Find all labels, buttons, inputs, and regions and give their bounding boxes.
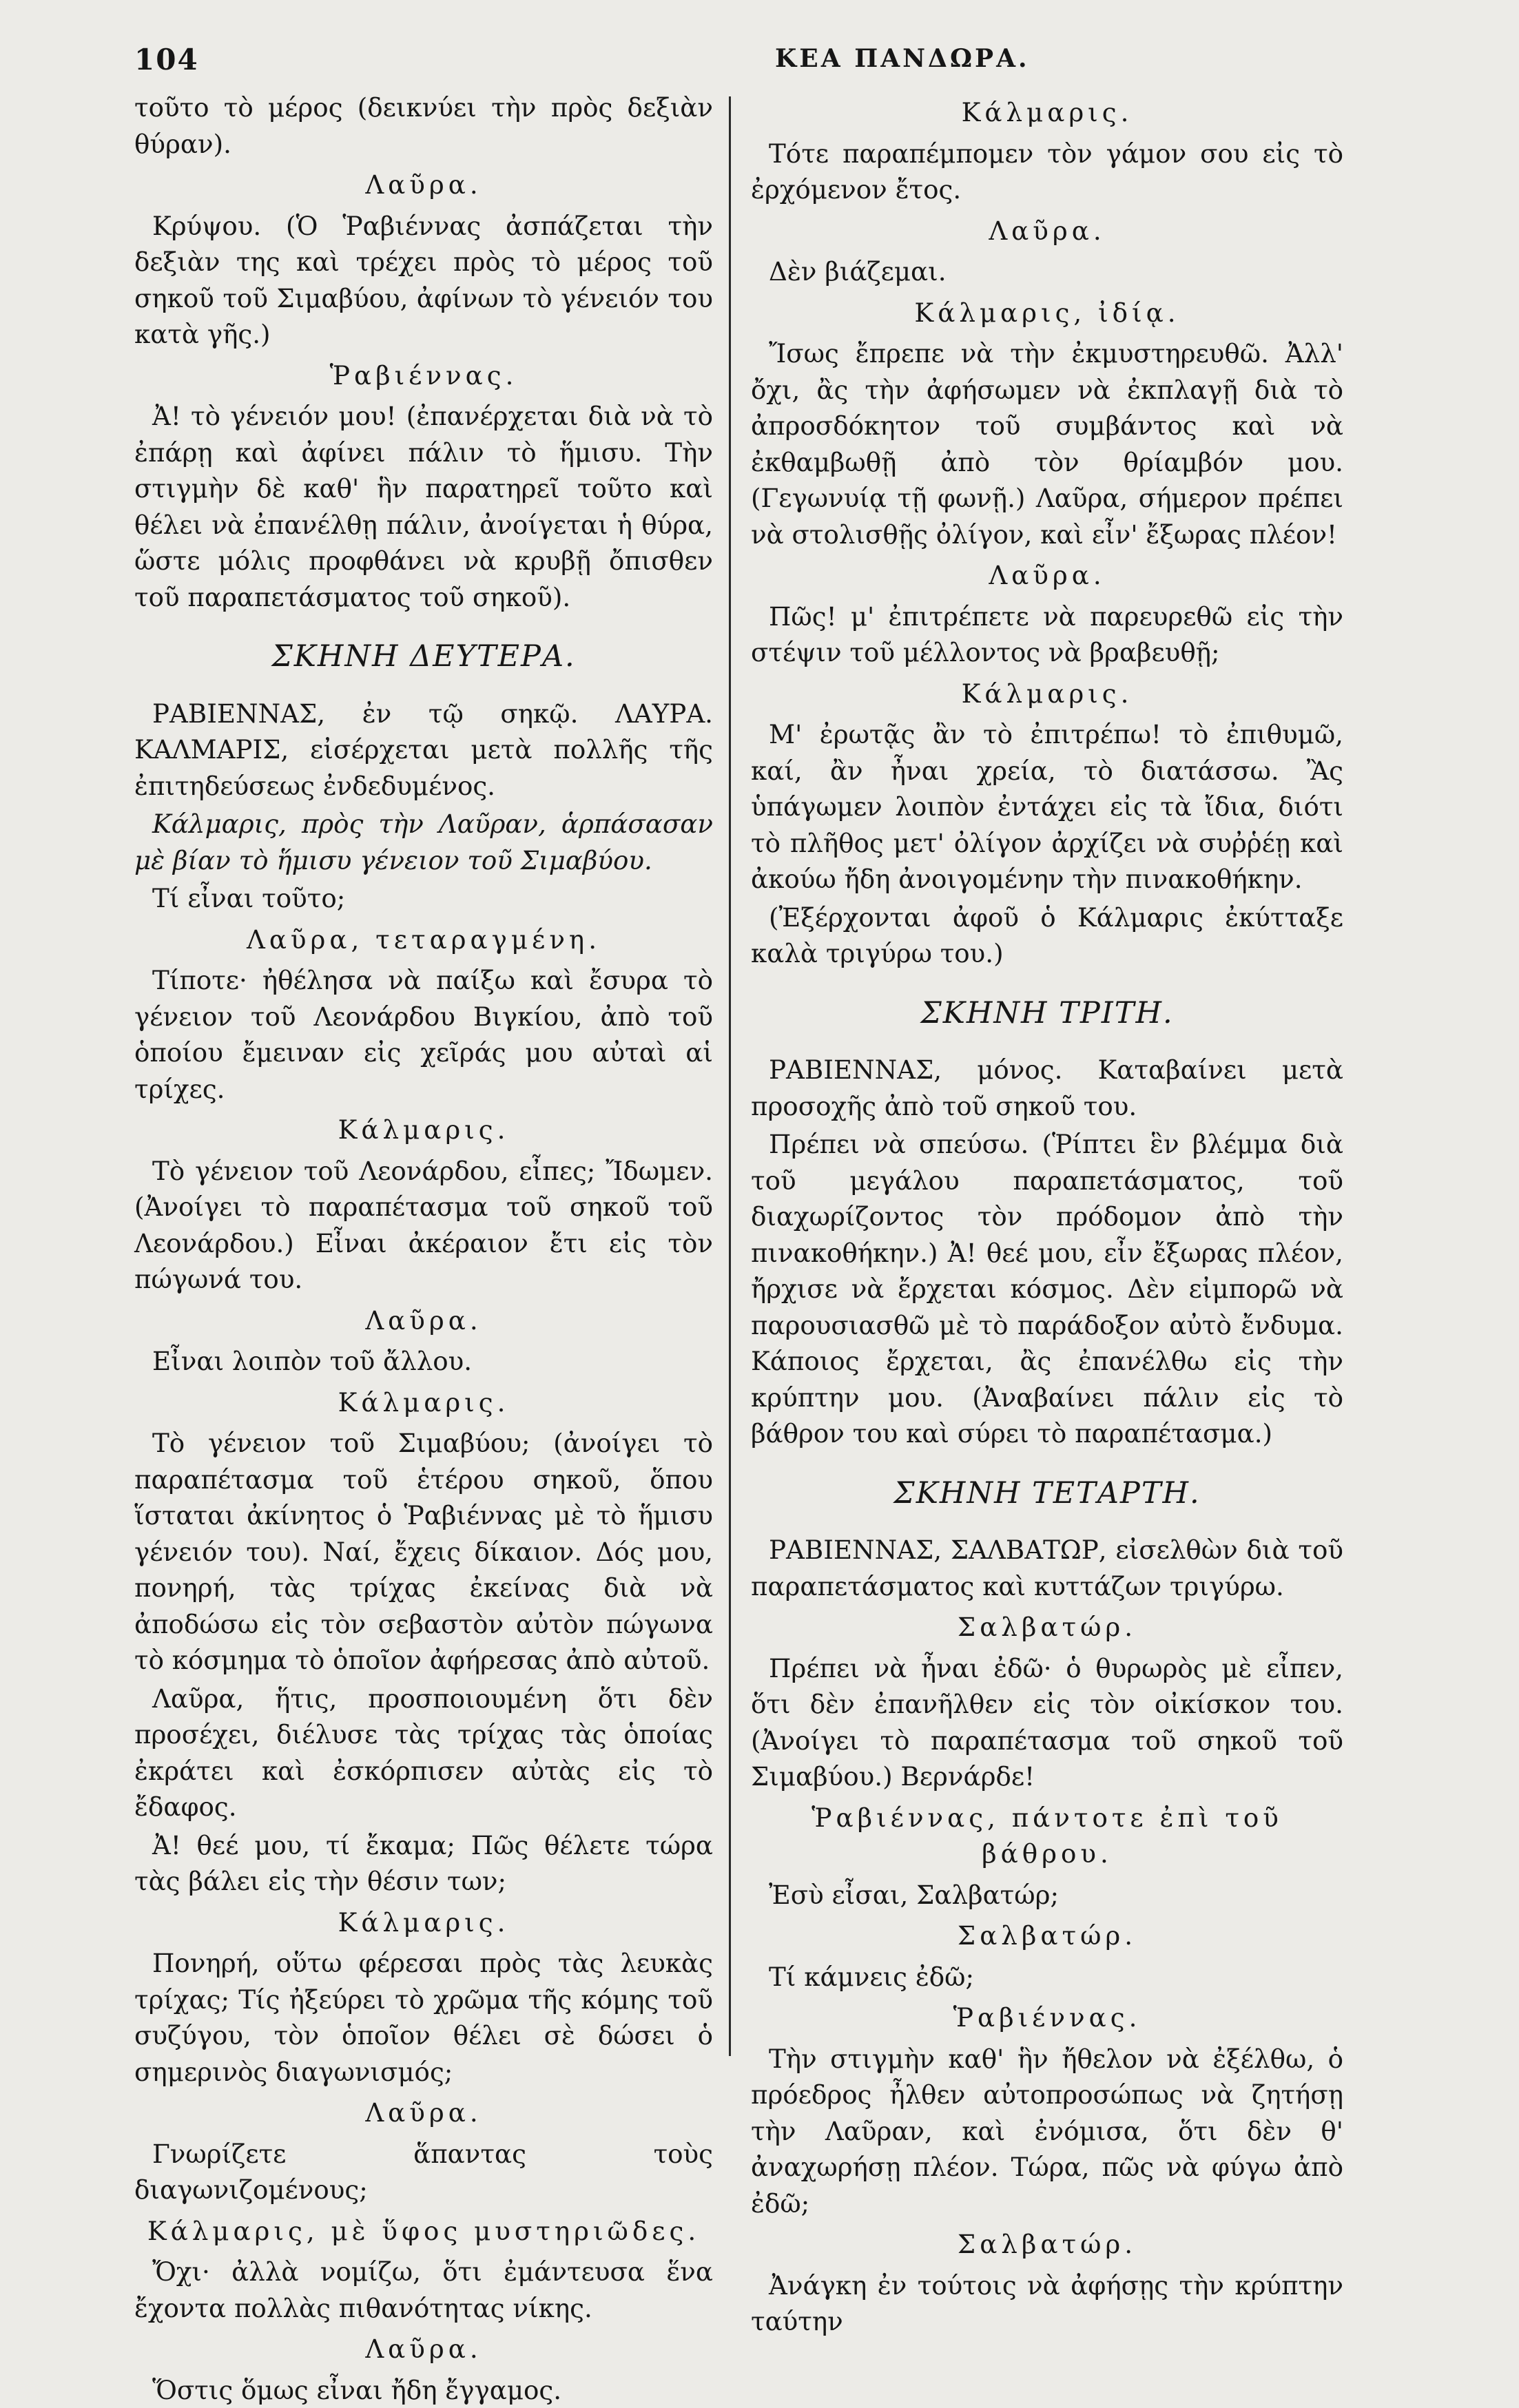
speaker-label: Κάλμαρις. xyxy=(134,1904,713,1941)
scene-heading: ΣΚΗΝΗ ΔΕΥΤΕΡΑ. xyxy=(134,639,713,675)
page-header xyxy=(134,43,1340,84)
speaker-label: Ῥαβιέννας, πάντοτε ἐπὶ τοῦ βάθρου. xyxy=(751,1800,1343,1872)
speaker-label: Κάλμαρις. xyxy=(134,1384,713,1421)
dialogue-paragraph: Ἀ! τὸ γένειόν μου! (ἐπανέρχεται διὰ νὰ τὸ ἐπάρῃ καὶ ἀφίνει πάλιν τὸ ἥμισυ. Τὴν στιγμὴν δὲ καθ' ἣν παρατηρεῖ τοῦτο καὶ θέλει νὰ ἐπανέλθῃ πάλιν, ἀνοίγεται ἡ θύρα, ὥστε μόλις προφθάνει νὰ κρυβῇ ὄπισθεν τοῦ παραπετάσματος τοῦ σηκοῦ). xyxy=(134,398,713,615)
speaker-label: Ῥαβιέννας. xyxy=(134,357,713,394)
speaker-label: Λαῦρα. xyxy=(134,2095,713,2131)
right-column xyxy=(751,90,1343,2059)
stage-direction: Κάλμαρις, πρὸς τὴν Λαῦραν, ἁρπάσασαν μὲ βίαν τὸ ἥμισυ γένειον τοῦ Σιμαβύου. xyxy=(134,806,713,878)
dialogue-paragraph: Ἴσως ἔπρεπε νὰ τὴν ἐκμυστηρευθῶ. Ἀλλ' ὄχι, ἂς τὴν ἀφήσωμεν νὰ ἐκπλαγῇ διὰ τὸ ἀπροσδόκητον τοῦ συμβάντος καὶ νὰ ἐκθαμβωθῇ ἀπὸ τὸν θρίαμβόν μου. (Γεγωνυίᾳ τῇ φωνῇ.) Λαῦρα, σήμερον πρέπει νὰ στολισθῇς ὀλίγον, καὶ εἶν' ἔξωρας πλέον! xyxy=(751,335,1343,552)
dialogue-paragraph: Πρέπει νὰ ἦναι ἐδῶ· ὁ θυρωρὸς μὲ εἶπεν, ὅτι δὲν ἐπανῆλθεν εἰς τὸν οἰκίσκον του. (Ἀνοίγει τὸ παραπέτασμα τοῦ σηκοῦ τοῦ Σιμαβύου.) Βερνάρδε! xyxy=(751,1650,1343,1795)
dialogue-paragraph: Τί εἶναι τοῦτο; xyxy=(134,880,713,917)
dialogue-paragraph: Πρέπει νὰ σπεύσω. (Ῥίπτει ἓν βλέμμα διὰ τοῦ μεγάλου παραπετάσματος, τοῦ διαχωρίζοντος τὸν πρόδομον ἀπὸ τὴν πινακοθήκην.) Ἀ! θεέ μου, εἶν ἔξωρας πλέον, ἤρχισε νὰ ἔρχεται κόσμος. Δὲν εἰμπορῶ νὰ παρουσιασθῶ μὲ τὸ παράδοξον αὐτὸ ἔνδυμα. Κάποιος ἔρχεται, ἂς ἐπανέλθω εἰς τὴν κρύπτην μου. (Ἀναβαίνει πάλιν εἰς τὸ βάθρον του καὶ σύρει τὸ παραπέτασμα.) xyxy=(751,1126,1343,1452)
stage-direction: Λαῦρα, ἥτις, προσποιουμένη ὅτι δὲν προσέχει, διέλυσε τὰς τρίχας τὰς ὁποίας ἐκράτει καὶ ἐσκόρπισεν αὐτὰς εἰς τὸ ἔδαφος. xyxy=(134,1681,713,1825)
speaker-label: Λαῦρα. xyxy=(134,2331,713,2367)
scene-heading: ΣΚΗΝΗ ΤΡΙΤΗ. xyxy=(751,995,1343,1032)
speaker-label: Σαλβατώρ. xyxy=(751,2226,1343,2263)
speaker-label: Κάλμαρις. xyxy=(751,94,1343,131)
text-line: τοῦτο τὸ μέρος (δεικνύει τὴν πρὸς δεξιὰν θύραν). xyxy=(134,90,713,162)
page-number: 104 xyxy=(134,43,199,76)
dialogue-paragraph: Δὲν βιάζεμαι. xyxy=(751,253,1343,290)
speaker-label: Λαῦρα. xyxy=(134,1302,713,1339)
dialogue-paragraph: Ἀνάγκη ἐν τούτοις νὰ ἀφήσῃς τὴν κρύπτην ταύτην xyxy=(751,2267,1343,2340)
speaker-label: Λαῦρα. xyxy=(751,213,1343,249)
dialogue-paragraph: Τὸ γένειον τοῦ Σιμαβύου; (ἀνοίγει τὸ παραπέτασμα τοῦ ἑτέρου σηκοῦ, ὅπου ἵσταται ἀκίνητος ὁ Ῥαβιέννας μὲ τὸ ἥμισυ γένειόν του). Ναί, ἔχεις δίκαιον. Δός μου, πονηρή, τὰς τρίχας ἐκείνας διὰ νὰ ἀποδώσω εἰς τὸν σεβαστὸν αὐτὸν πώγωνα τὸ κόσμημα τὸ ὁποῖον ἀφήρεσας ἀπὸ αὐτοῦ. xyxy=(134,1425,713,1679)
dialogue-paragraph: Τὴν στιγμὴν καθ' ἣν ἤθελον νὰ ἐξέλθω, ὁ πρόεδρος ἦλθεν αὐτοπροσώπως νὰ ζητήσῃ τὴν Λαῦραν, καὶ ἐνόμισα, ὅτι δὲν θ' ἀναχωρήσῃ πλέον. Τώρα, πῶς νὰ φύγω ἀπὸ ἐδῶ; xyxy=(751,2041,1343,2222)
stage-direction: ΡΑΒΙΕΝΝΑΣ, μόνος. Καταβαίνει μετὰ προσοχῆς ἀπὸ τοῦ σηκοῦ του. xyxy=(751,1052,1343,1124)
speaker-label: Κάλμαρις, ἰδίᾳ. xyxy=(751,295,1343,331)
column-divider xyxy=(729,96,731,2056)
dialogue-paragraph: Ὅστις ὅμως εἶναι ἤδη ἔγγαμος. xyxy=(134,2372,713,2408)
left-column xyxy=(134,90,713,2059)
dialogue-paragraph: Τότε παραπέμπομεν τὸν γάμον σου εἰς τὸ ἐρχόμενον ἔτος. xyxy=(751,136,1343,208)
speaker-label: Ῥαβιέννας. xyxy=(751,2000,1343,2036)
dialogue-paragraph: Μ' ἐρωτᾷς ἂν τὸ ἐπιτρέπω! τὸ ἐπιθυμῶ, καί, ἂν ἦναι χρεία, τὸ διατάσσω. Ἂς ὑπάγωμεν λοιπὸν ἐντάχει εἰς τὰ ἴδια, διότι τὸ πλῆθος μετ' ὀλίγον ἀρχίζει νὰ συῤῥέῃ καὶ ἀκούω ἤδη ἀνοιγομένην τὴν πινακοθήκην. xyxy=(751,716,1343,897)
speaker-label: Κάλμαρις, μὲ ὕφος μυστηριῶδες. xyxy=(134,2213,713,2250)
speaker-label: Λαῦρα. xyxy=(751,557,1343,594)
scene-heading: ΣΚΗΝΗ ΤΕΤΑΡΤΗ. xyxy=(751,1475,1343,1512)
dialogue-paragraph: Πονηρή, οὕτω φέρεσαι πρὸς τὰς λευκὰς τρίχας; Τίς ἠξεύρει τὸ χρῶμα τῆς κόμης τοῦ συζύγου, τὸν ὁποῖον θέλει σὲ δώσει ὁ σημερινὸς διαγωνισμός; xyxy=(134,1945,713,2090)
dialogue-paragraph: Ὄχι· ἀλλὰ νομίζω, ὅτι ἐμάντευσα ἕνα ἔχοντα πολλὰς πιθανότητας νίκης. xyxy=(134,2254,713,2326)
speaker-label: Κάλμαρις. xyxy=(751,676,1343,712)
stage-direction: (Ἐξέρχονται ἀφοῦ ὁ Κάλμαρις ἐκύτταξε καλὰ τριγύρω του.) xyxy=(751,900,1343,972)
dialogue-paragraph: Κρύψου. (Ὁ Ῥαβιέννας ἀσπάζεται τὴν δεξιὰν της καὶ τρέχει πρὸς τὸ μέρος τοῦ σηκοῦ τοῦ Σιμαβύου, ἀφίνων τὸ γένειόν του κατὰ γῆς.) xyxy=(134,208,713,353)
speaker-label: Κάλμαρις. xyxy=(134,1112,713,1148)
stage-direction: ΡΑΒΙΕΝΝΑΣ, ἐν τῷ σηκῷ. ΛΑΥΡΑ. ΚΑΛΜΑΡΙΣ, εἰσέρχεται μετὰ πολλῆς τῆς ἐπιτηδεύσεως ἐνδεδυμένος. xyxy=(134,696,713,805)
dialogue-paragraph: Τὸ γένειον τοῦ Λεονάρδου, εἶπες; Ἴδωμεν. (Ἀνοίγει τὸ παραπέτασμα τοῦ σηκοῦ τοῦ Λεονάρδου.) Εἶναι ἀκέραιον ἔτι εἰς τὸν πώγωνά του. xyxy=(134,1153,713,1298)
dialogue-paragraph: Ἀ! θεέ μου, τί ἔκαμα; Πῶς θέλετε τώρα τὰς βάλει εἰς τὴν θέσιν των; xyxy=(134,1827,713,1900)
stage-direction: ΡΑΒΙΕΝΝΑΣ, ΣΑΛΒΑΤΩΡ, εἰσελθὼν διὰ τοῦ παραπετάσματος καὶ κυττάζων τριγύρω. xyxy=(751,1532,1343,1604)
dialogue-paragraph: Πῶς! μ' ἐπιτρέπετε νὰ παρευρεθῶ εἰς τὴν στέψιν τοῦ μέλλοντος νὰ βραβευθῇ; xyxy=(751,599,1343,671)
speaker-label: Λαῦρα. xyxy=(134,167,713,203)
dialogue-paragraph: Τίποτε· ἠθέλησα νὰ παίξω καὶ ἔσυρα τὸ γένειον τοῦ Λεονάρδου Βιγκίου, ἀπὸ τοῦ ὁποίου ἔμειναν εἰς χεῖράς μου αὐταὶ αἱ τρίχες. xyxy=(134,962,713,1107)
speaker-label: Σαλβατώρ. xyxy=(751,1609,1343,1646)
dialogue-paragraph: Τί κάμνεις ἐδῶ; xyxy=(751,1959,1343,1995)
dialogue-paragraph: Εἶναι λοιπὸν τοῦ ἄλλου. xyxy=(134,1343,713,1380)
speaker-label: Λαῦρα, τεταραγμένη. xyxy=(134,922,713,958)
dialogue-paragraph: Ἐσὺ εἶσαι, Σαλβατώρ; xyxy=(751,1877,1343,1913)
speaker-label: Σαλβατώρ. xyxy=(751,1918,1343,1954)
dialogue-paragraph: Γνωρίζετε ἅπαντας τοὺς διαγωνιζομένους; xyxy=(134,2136,713,2208)
running-title: ΚΕΑ ΠΑΝΔΩΡΑ. xyxy=(775,44,1030,73)
